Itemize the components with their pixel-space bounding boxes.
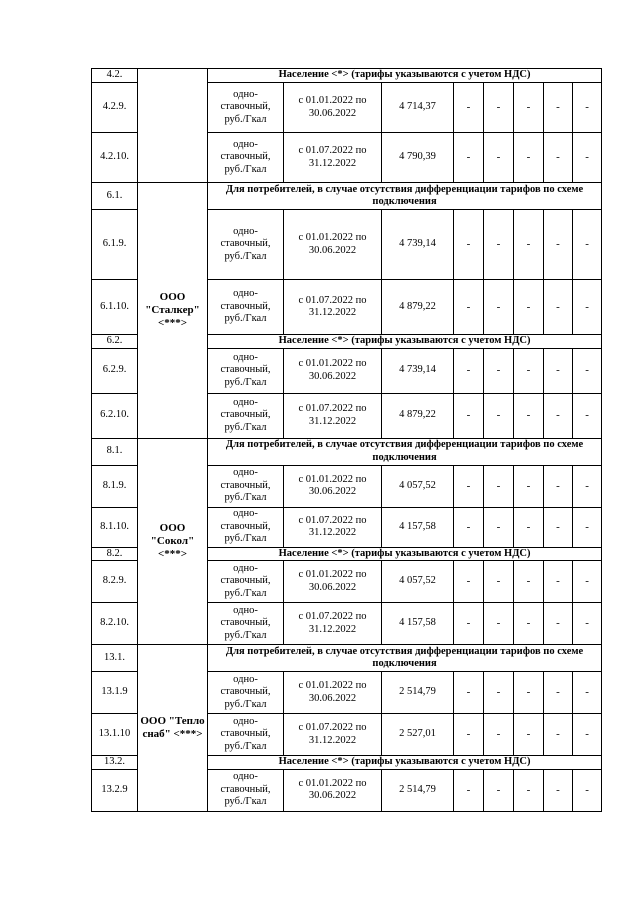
section-header: Для потребителей, в случае отсутствия дифференциации тарифов по схеме подключения bbox=[208, 438, 602, 465]
empty-value-cell: - bbox=[514, 393, 544, 438]
empty-value-cell: - bbox=[514, 561, 544, 603]
rate-type: одно-ставочный, руб./Гкал bbox=[208, 133, 284, 183]
row-number: 13.2.9 bbox=[92, 769, 138, 811]
section-header: Население <*> (тарифы указываются с учетом НДС) bbox=[208, 547, 602, 561]
empty-value-cell: - bbox=[544, 561, 573, 603]
empty-value-cell: - bbox=[573, 210, 602, 280]
empty-value-cell: - bbox=[484, 133, 514, 183]
row-number: 8.1.9. bbox=[92, 465, 138, 507]
row-number: 8.2.10. bbox=[92, 603, 138, 645]
empty-value-cell: - bbox=[573, 561, 602, 603]
empty-value-cell: - bbox=[484, 603, 514, 645]
empty-value-cell: - bbox=[573, 393, 602, 438]
tariff-table-body bbox=[92, 69, 602, 812]
empty-value-cell: - bbox=[484, 348, 514, 393]
rate-type: одно-ставочный, руб./Гкал bbox=[208, 348, 284, 393]
tariff-value: 4 739,14 bbox=[382, 348, 454, 393]
validity-period: с 01.01.2022 по 30.06.2022 bbox=[284, 83, 382, 133]
tariff-value: 2 514,79 bbox=[382, 672, 454, 714]
validity-period: с 01.07.2022 по 31.12.2022 bbox=[284, 603, 382, 645]
section-header-row bbox=[92, 69, 602, 83]
validity-period: с 01.07.2022 по 31.12.2022 bbox=[284, 280, 382, 335]
tariff-value: 2 527,01 bbox=[382, 714, 454, 756]
empty-value-cell: - bbox=[454, 561, 484, 603]
empty-value-cell: - bbox=[484, 769, 514, 811]
row-number: 8.2. bbox=[92, 547, 138, 561]
organization-cell: ООО "Сокол" <***> bbox=[138, 438, 208, 645]
rate-type: одно-ставочный, руб./Гкал bbox=[208, 465, 284, 507]
tariff-value: 4 790,39 bbox=[382, 133, 454, 183]
empty-value-cell: - bbox=[544, 769, 573, 811]
empty-value-cell: - bbox=[573, 769, 602, 811]
empty-value-cell: - bbox=[454, 210, 484, 280]
empty-value-cell: - bbox=[484, 561, 514, 603]
empty-value-cell: - bbox=[573, 83, 602, 133]
empty-value-cell: - bbox=[454, 672, 484, 714]
empty-value-cell: - bbox=[544, 465, 573, 507]
empty-value-cell: - bbox=[514, 714, 544, 756]
empty-value-cell: - bbox=[544, 393, 573, 438]
tariff-value: 4 157,58 bbox=[382, 603, 454, 645]
tariff-value: 4 879,22 bbox=[382, 393, 454, 438]
rate-type: одно-ставочный, руб./Гкал bbox=[208, 393, 284, 438]
tariff-value: 4 714,37 bbox=[382, 83, 454, 133]
empty-value-cell: - bbox=[544, 210, 573, 280]
organization-cell: ООО "Сталкер" <***> bbox=[138, 183, 208, 439]
row-number: 13.1.10 bbox=[92, 714, 138, 756]
tariff-value: 4 157,58 bbox=[382, 507, 454, 547]
organization-cell: ООО "Тепло снаб" <***> bbox=[138, 645, 208, 812]
empty-value-cell: - bbox=[514, 133, 544, 183]
rate-type: одно-ставочный, руб./Гкал bbox=[208, 83, 284, 133]
row-number: 8.1.10. bbox=[92, 507, 138, 547]
empty-value-cell: - bbox=[544, 507, 573, 547]
row-number: 6.1. bbox=[92, 183, 138, 210]
empty-value-cell: - bbox=[514, 280, 544, 335]
rate-type: одно-ставочный, руб./Гкал bbox=[208, 672, 284, 714]
organization-cell bbox=[138, 69, 208, 183]
empty-value-cell: - bbox=[544, 133, 573, 183]
tariff-table bbox=[91, 68, 602, 812]
section-header: Для потребителей, в случае отсутствия дифференциации тарифов по схеме подключения bbox=[208, 645, 602, 672]
empty-value-cell: - bbox=[514, 83, 544, 133]
empty-value-cell: - bbox=[544, 280, 573, 335]
validity-period: с 01.07.2022 по 31.12.2022 bbox=[284, 714, 382, 756]
validity-period: с 01.01.2022 по 30.06.2022 bbox=[284, 769, 382, 811]
section-header-row bbox=[92, 183, 602, 210]
empty-value-cell: - bbox=[454, 280, 484, 335]
validity-period: с 01.07.2022 по 31.12.2022 bbox=[284, 393, 382, 438]
empty-value-cell: - bbox=[544, 714, 573, 756]
rate-type: одно-ставочный, руб./Гкал bbox=[208, 210, 284, 280]
row-number: 6.1.9. bbox=[92, 210, 138, 280]
validity-period: с 01.01.2022 по 30.06.2022 bbox=[284, 348, 382, 393]
validity-period: с 01.07.2022 по 31.12.2022 bbox=[284, 507, 382, 547]
rate-type: одно-ставочный, руб./Гкал bbox=[208, 769, 284, 811]
empty-value-cell: - bbox=[514, 507, 544, 547]
empty-value-cell: - bbox=[573, 280, 602, 335]
tariff-value: 2 514,79 bbox=[382, 769, 454, 811]
empty-value-cell: - bbox=[514, 348, 544, 393]
empty-value-cell: - bbox=[514, 210, 544, 280]
empty-value-cell: - bbox=[484, 465, 514, 507]
empty-value-cell: - bbox=[544, 348, 573, 393]
tariff-value: 4 739,14 bbox=[382, 210, 454, 280]
empty-value-cell: - bbox=[454, 348, 484, 393]
validity-period: с 01.01.2022 по 30.06.2022 bbox=[284, 210, 382, 280]
empty-value-cell: - bbox=[454, 133, 484, 183]
empty-value-cell: - bbox=[573, 672, 602, 714]
tariff-value: 4 879,22 bbox=[382, 280, 454, 335]
section-header: Население <*> (тарифы указываются с учетом НДС) bbox=[208, 756, 602, 770]
empty-value-cell: - bbox=[544, 83, 573, 133]
tariff-value: 4 057,52 bbox=[382, 561, 454, 603]
empty-value-cell: - bbox=[484, 672, 514, 714]
validity-period: с 01.07.2022 по 31.12.2022 bbox=[284, 133, 382, 183]
row-number: 6.2. bbox=[92, 335, 138, 349]
empty-value-cell: - bbox=[454, 769, 484, 811]
section-header: Для потребителей, в случае отсутствия дифференциации тарифов по схеме подключения bbox=[208, 183, 602, 210]
empty-value-cell: - bbox=[484, 280, 514, 335]
row-number: 6.2.9. bbox=[92, 348, 138, 393]
validity-period: с 01.01.2022 по 30.06.2022 bbox=[284, 561, 382, 603]
empty-value-cell: - bbox=[514, 465, 544, 507]
row-number: 13.1.9 bbox=[92, 672, 138, 714]
row-number: 4.2.10. bbox=[92, 133, 138, 183]
rate-type: одно-ставочный, руб./Гкал bbox=[208, 603, 284, 645]
empty-value-cell: - bbox=[484, 210, 514, 280]
empty-value-cell: - bbox=[484, 83, 514, 133]
empty-value-cell: - bbox=[573, 133, 602, 183]
validity-period: с 01.01.2022 по 30.06.2022 bbox=[284, 465, 382, 507]
row-number: 8.1. bbox=[92, 438, 138, 465]
empty-value-cell: - bbox=[454, 603, 484, 645]
row-number: 13.2. bbox=[92, 756, 138, 770]
rate-type: одно-ставочный, руб./Гкал bbox=[208, 280, 284, 335]
empty-value-cell: - bbox=[544, 603, 573, 645]
empty-value-cell: - bbox=[544, 672, 573, 714]
empty-value-cell: - bbox=[484, 507, 514, 547]
rate-type: одно-ставочный, руб./Гкал bbox=[208, 714, 284, 756]
empty-value-cell: - bbox=[454, 507, 484, 547]
empty-value-cell: - bbox=[484, 714, 514, 756]
empty-value-cell: - bbox=[454, 465, 484, 507]
row-number: 6.2.10. bbox=[92, 393, 138, 438]
row-number: 4.2.9. bbox=[92, 83, 138, 133]
empty-value-cell: - bbox=[573, 465, 602, 507]
rate-type: одно-ставочный, руб./Гкал bbox=[208, 507, 284, 547]
empty-value-cell: - bbox=[514, 769, 544, 811]
section-header-row bbox=[92, 645, 602, 672]
row-number: 8.2.9. bbox=[92, 561, 138, 603]
section-header: Население <*> (тарифы указываются с учетом НДС) bbox=[208, 69, 602, 83]
tariff-value: 4 057,52 bbox=[382, 465, 454, 507]
empty-value-cell: - bbox=[484, 393, 514, 438]
section-header: Население <*> (тарифы указываются с учетом НДС) bbox=[208, 335, 602, 349]
empty-value-cell: - bbox=[454, 83, 484, 133]
row-number: 4.2. bbox=[92, 69, 138, 83]
empty-value-cell: - bbox=[573, 603, 602, 645]
validity-period: с 01.01.2022 по 30.06.2022 bbox=[284, 672, 382, 714]
empty-value-cell: - bbox=[454, 393, 484, 438]
rate-type: одно-ставочный, руб./Гкал bbox=[208, 561, 284, 603]
empty-value-cell: - bbox=[573, 714, 602, 756]
empty-value-cell: - bbox=[573, 507, 602, 547]
empty-value-cell: - bbox=[454, 714, 484, 756]
empty-value-cell: - bbox=[514, 603, 544, 645]
row-number: 6.1.10. bbox=[92, 280, 138, 335]
empty-value-cell: - bbox=[514, 672, 544, 714]
empty-value-cell: - bbox=[573, 348, 602, 393]
row-number: 13.1. bbox=[92, 645, 138, 672]
section-header-row bbox=[92, 438, 602, 465]
